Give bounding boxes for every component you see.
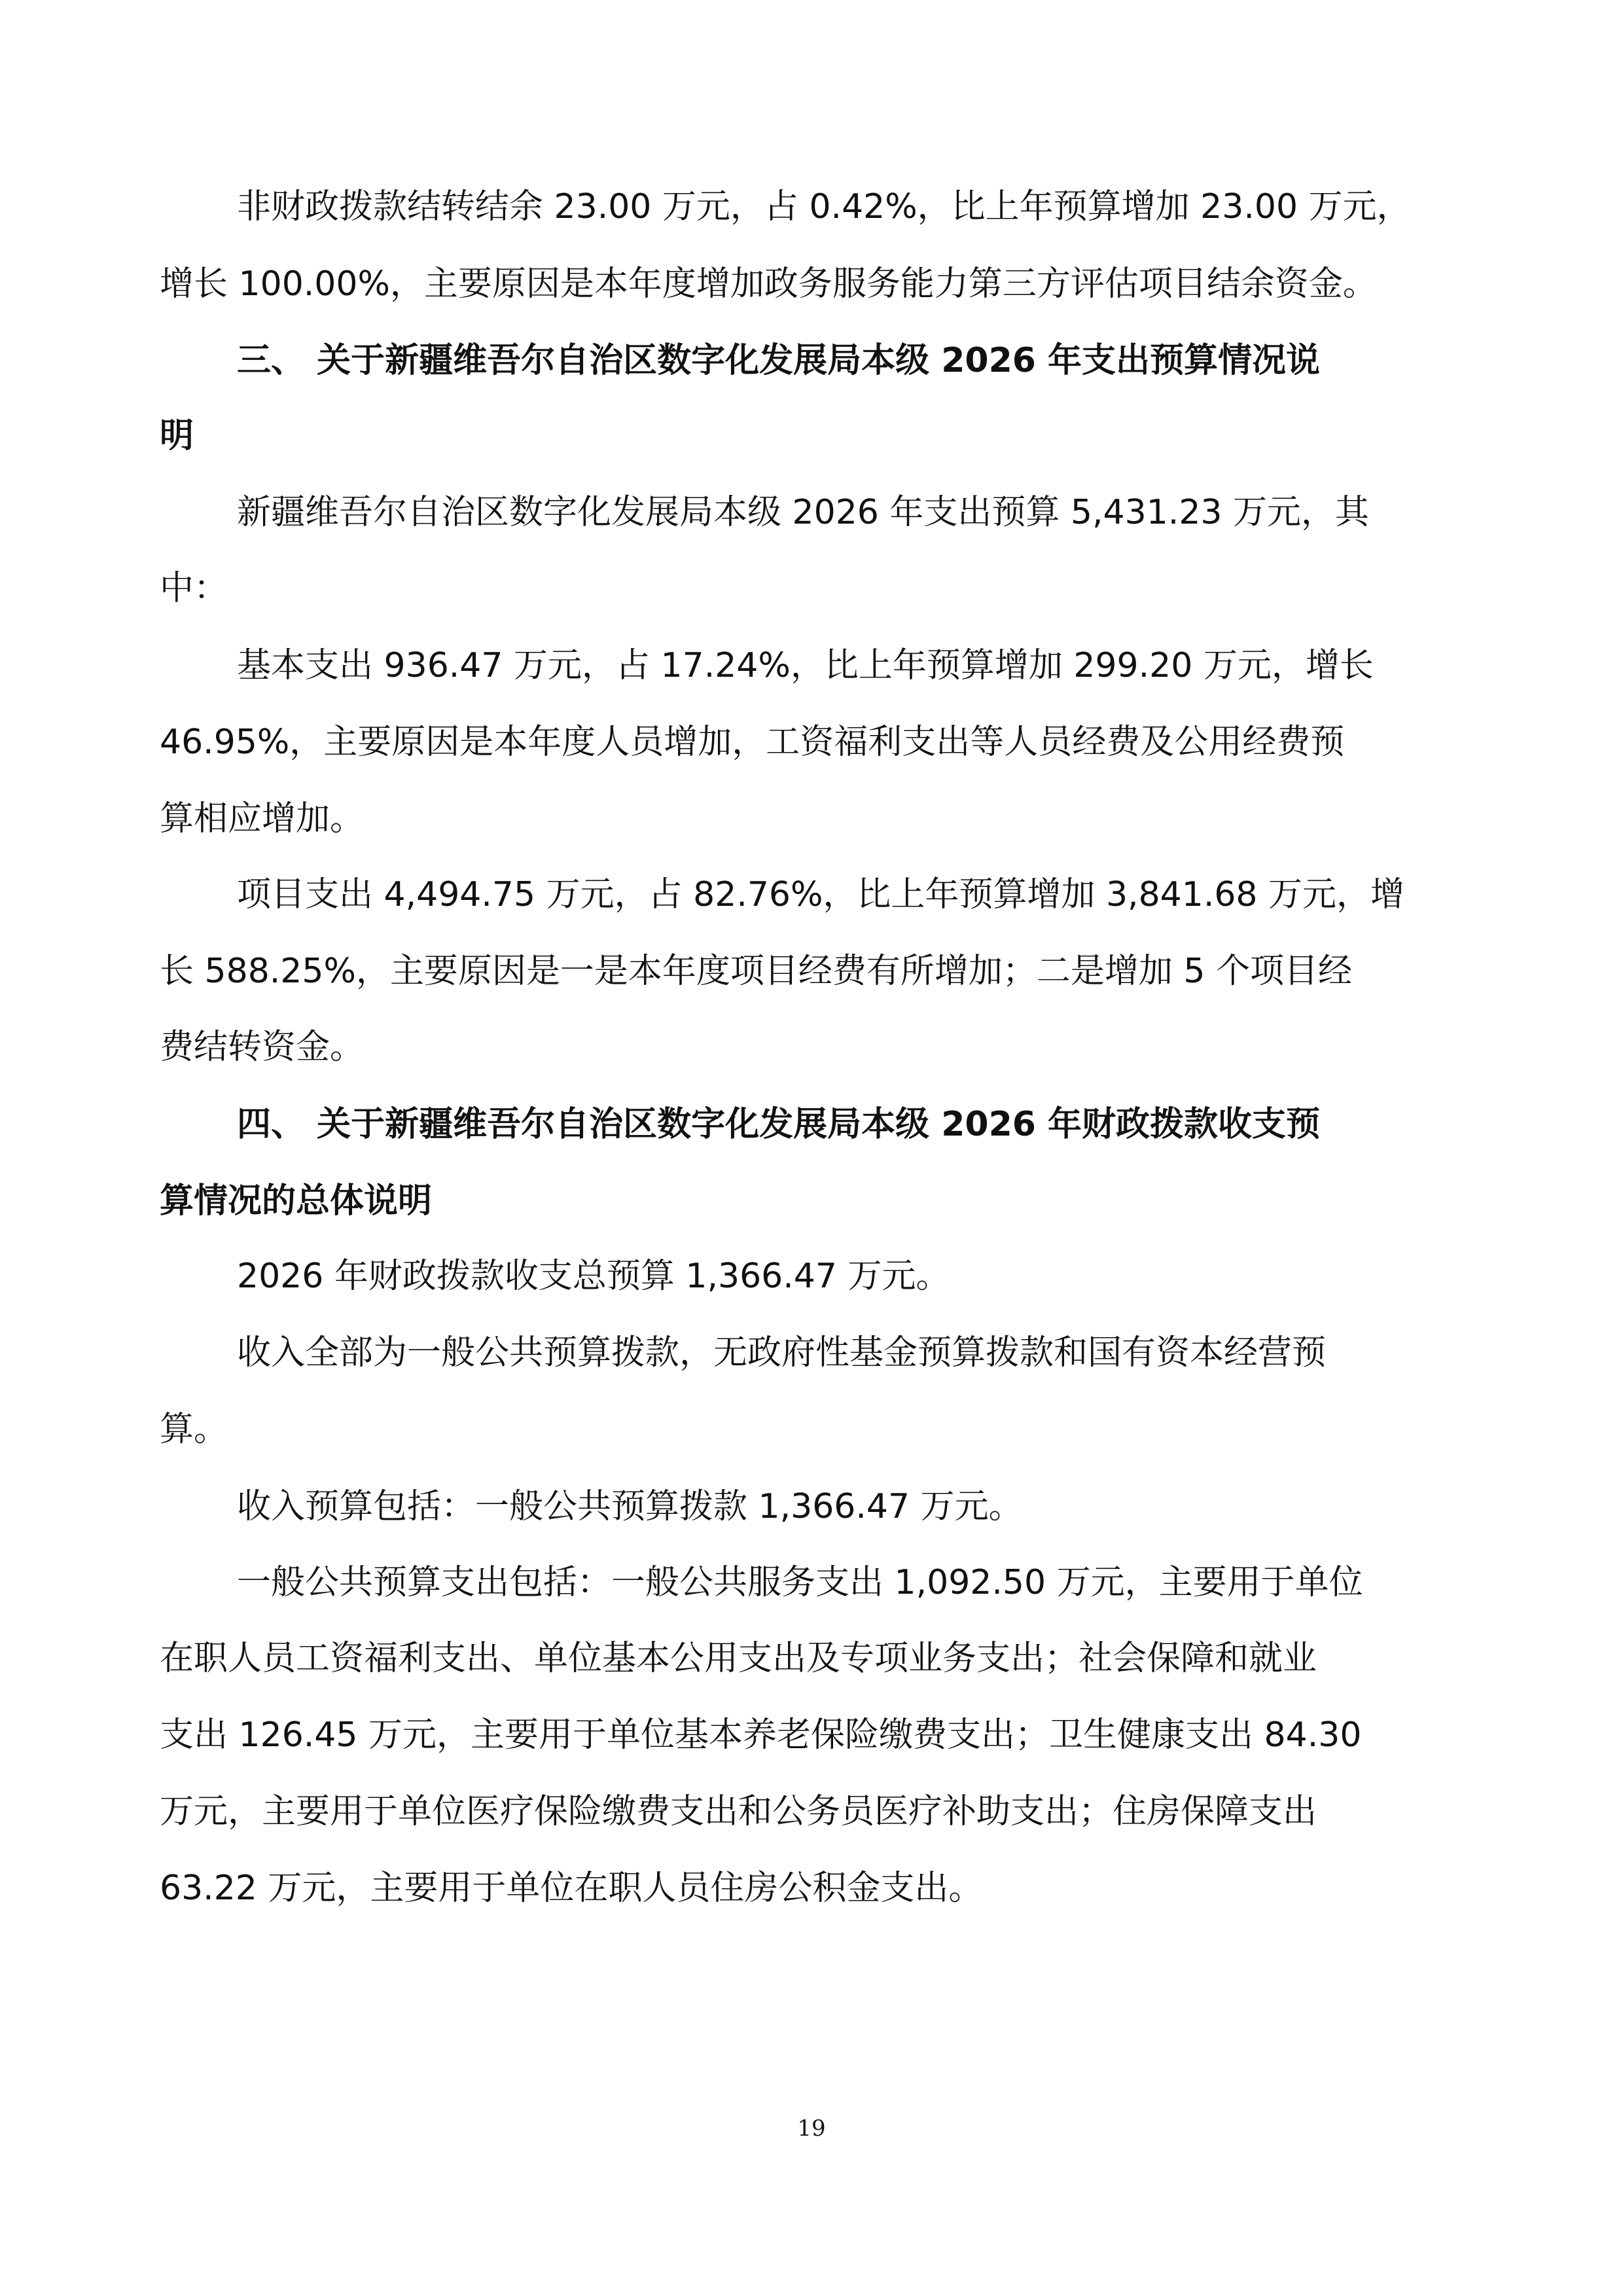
paragraph-line: 算。 [160,1410,228,1449]
paragraph-line: 63.22 万元，主要用于单位在职人员住房公积金支出。 [160,1869,983,1908]
paragraph-line: 中： [160,569,228,608]
paragraph-line: 长 588.25%，主要原因是一是本年度项目经费有所增加；二是增加 5 个项目经 [160,952,1353,991]
paragraph-line: 算相应增加。 [160,799,365,838]
section-heading-line: 四、 关于新疆维吾尔自治区数字化发展局本级 2026 年财政拨款收支预 [237,1105,1321,1144]
paragraph-line: 项目支出 4,494.75 万元，占 82.76%，比上年预算增加 3,841.68 万元，增 [237,875,1405,914]
paragraph-line: 收入预算包括：一般公共预算拨款 1,366.47 万元。 [237,1487,1023,1526]
paragraph-line: 在职人员工资福利支出、单位基本公用支出及专项业务支出；社会保障和就业 [160,1639,1317,1678]
paragraph-line: 新疆维吾尔自治区数字化发展局本级 2026 年支出预算 5,431.23 万元，其 [237,493,1370,532]
paragraph-line: 支出 126.45 万元，主要用于单位基本养老保险缴费支出；卫生健康支出 84.30 [160,1715,1362,1755]
paragraph-line: 收入全部为一般公共预算拨款，无政府性基金预算拨款和国有资本经营预 [237,1333,1327,1372]
paragraph-line: 费结转资金。 [160,1028,365,1067]
paragraph-line: 一般公共预算支出包括：一般公共服务支出 1,092.50 万元，主要用于单位 [237,1563,1363,1602]
paragraph-line: 增长 100.00%，主要原因是本年度增加政务服务能力第三方评估项目结余资金。 [160,264,1377,304]
section-heading-line: 明 [160,416,194,456]
paragraph-line: 46.95%，主要原因是本年度人员增加，工资福利支出等人员经费及公用经费预 [160,723,1345,762]
section-heading-line: 三、 关于新疆维吾尔自治区数字化发展局本级 2026 年支出预算情况说 [237,341,1321,380]
section-heading-line: 算情况的总体说明 [160,1181,433,1221]
paragraph-line: 2026 年财政拨款收支总预算 1,366.47 万元。 [237,1257,950,1296]
page-number: 19 [797,2115,826,2142]
paragraph-line: 基本支出 936.47 万元，占 17.24%，比上年预算增加 299.20 万元，增长 [237,646,1374,685]
paragraph-line: 非财政拨款结转结余 23.00 万元，占 0.42%，比上年预算增加 23.00 万元， [237,187,1411,226]
paragraph-line: 万元，主要用于单位医疗保险缴费支出和公务员医疗补助支出；住房保障支出 [160,1792,1317,1831]
